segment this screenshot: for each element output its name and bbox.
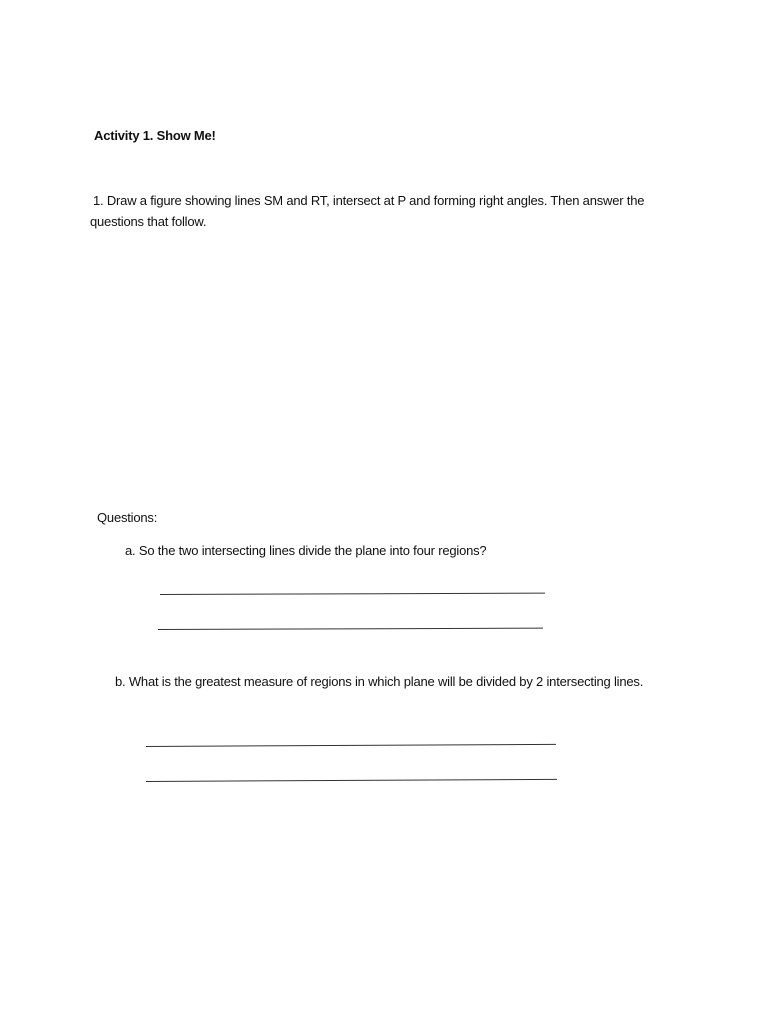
answer-line-b1[interactable] bbox=[146, 744, 556, 747]
answer-line-a1[interactable] bbox=[160, 593, 545, 595]
answer-line-a2[interactable] bbox=[158, 628, 543, 630]
questions-heading: Questions: bbox=[97, 510, 158, 525]
drawing-area[interactable] bbox=[90, 240, 670, 490]
instruction-text bbox=[90, 190, 670, 232]
activity-title: Activity 1. Show Me! bbox=[94, 128, 216, 143]
answer-line-b2[interactable] bbox=[146, 779, 557, 782]
question-b: b. What is the greatest measure of regions in which plane will be divided by 2 intersecting lines. bbox=[115, 674, 644, 689]
instruction-line-2: questions that follow. bbox=[90, 214, 207, 229]
question-a: a. So the two intersecting lines divide the plane into four regions? bbox=[125, 543, 487, 558]
instruction-line-1: 1. Draw a figure showing lines SM and RT, intersect at P and forming right angles. Then answer the bbox=[93, 193, 645, 208]
